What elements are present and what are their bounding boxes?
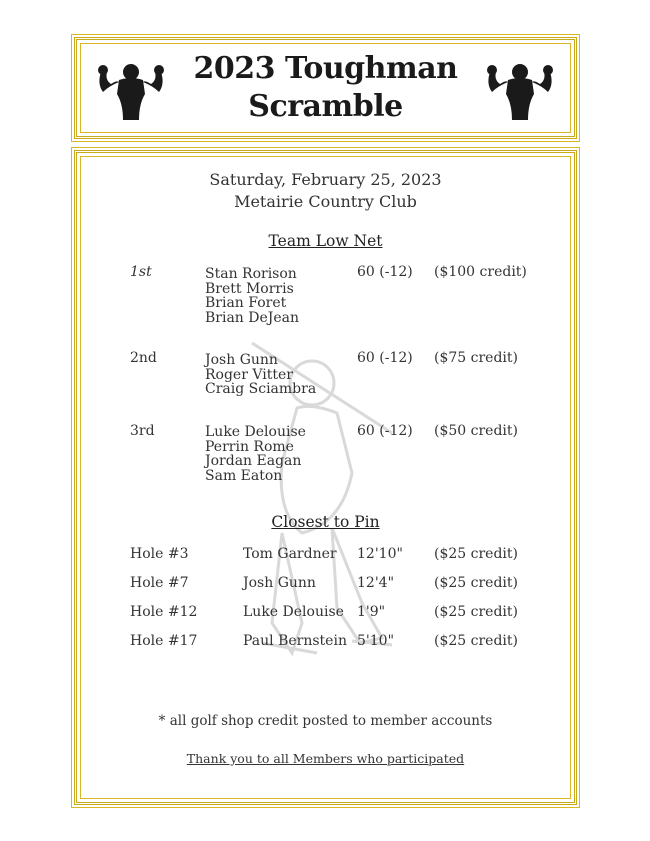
player-name: Brett Morris (205, 280, 294, 297)
player-name: Brian Foret (205, 295, 287, 311)
pin-prize: ($25 credit) (434, 546, 518, 562)
player-name: Perrin Rome (205, 438, 294, 455)
event-info (77, 169, 574, 213)
pin-player: Josh Gunn (243, 575, 316, 591)
pin-distance: 12'10" (357, 546, 403, 562)
event-date: Saturday, February 25, 2023 (209, 170, 442, 189)
place-label: 1st (130, 264, 152, 280)
pin-player: Paul Bernstein (243, 633, 347, 649)
team-low-net-heading: Team Low Net (268, 232, 383, 250)
header-box (74, 37, 577, 139)
team-prize: ($75 credit) (434, 350, 518, 366)
player-name: Jordan Eagan (205, 453, 302, 469)
team-score: 60 (-12) (357, 423, 413, 439)
player-name: Luke Delouise (205, 424, 306, 440)
player-name: Stan Rorison (205, 266, 297, 282)
team-players (205, 353, 316, 397)
team-score: 60 (-12) (357, 350, 413, 366)
pin-distance: 5'10" (357, 633, 395, 649)
hole-label: Hole #12 (130, 604, 198, 620)
team-prize: ($50 credit) (434, 423, 518, 439)
closest-to-pin-heading: Closest to Pin (271, 513, 380, 531)
hole-label: Hole #3 (130, 546, 189, 562)
title-line-2: Scramble (248, 89, 403, 124)
team-players (205, 425, 306, 483)
flexing-strongman-icon (480, 60, 560, 122)
event-location: Metairie Country Club (234, 192, 417, 211)
content-box (74, 150, 577, 805)
pin-distance: 12'4" (357, 575, 395, 591)
player-name: Sam Eaton (205, 467, 283, 484)
pin-prize: ($25 credit) (434, 604, 518, 620)
player-name: Josh Gunn (205, 352, 278, 368)
pin-prize: ($25 credit) (434, 633, 518, 649)
place-label: 3rd (130, 423, 155, 439)
pin-player: Tom Gardner (243, 546, 337, 562)
player-name: Roger Vitter (205, 366, 293, 383)
team-prize: ($100 credit) (434, 264, 527, 280)
pin-player: Luke Delouise (243, 604, 344, 620)
footnote: * all golf shop credit posted to member accounts (158, 713, 493, 729)
pin-distance: 1'9" (357, 604, 386, 620)
team-players (205, 267, 299, 325)
team-score: 60 (-12) (357, 264, 413, 280)
player-name: Craig Sciambra (205, 381, 317, 397)
hole-label: Hole #7 (130, 575, 189, 591)
player-name: Brian DeJean (205, 309, 300, 326)
hole-label: Hole #17 (130, 633, 198, 649)
place-label: 2nd (130, 350, 157, 366)
thank-you-note: Thank you to all Members who participated (186, 751, 465, 766)
title-line-1: 2023 Toughman (193, 51, 458, 86)
pin-prize: ($25 credit) (434, 575, 518, 591)
